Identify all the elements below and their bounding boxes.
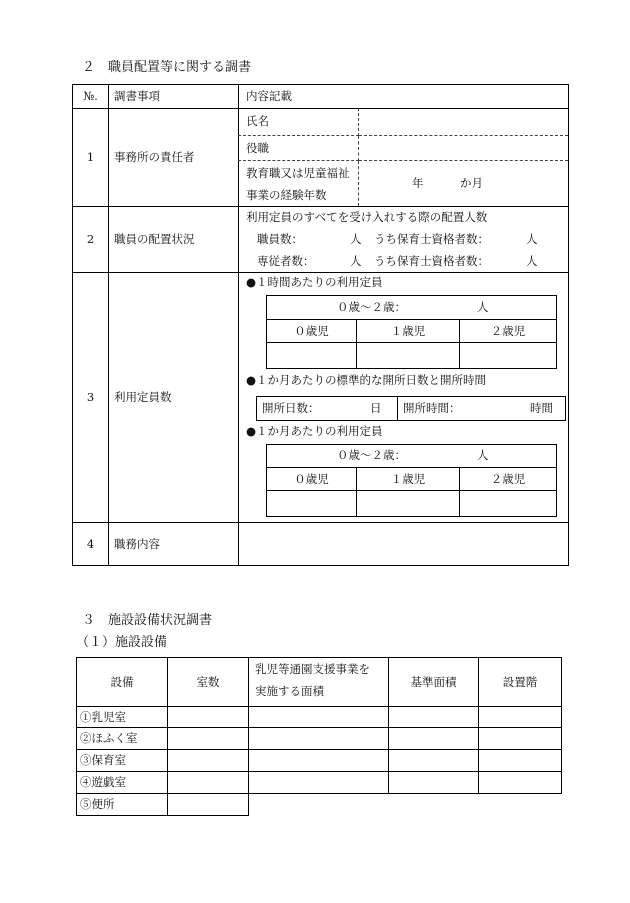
facility-row-label: ⑤便所 bbox=[76, 793, 168, 816]
floor-field[interactable] bbox=[478, 749, 562, 772]
opening-days-unit: 日 bbox=[370, 401, 382, 415]
row4-item: 職務内容 bbox=[108, 522, 239, 566]
staffing-heading: 利用定員のすべてを受け入れする際の配置人数 bbox=[246, 210, 488, 224]
row3-item: 利用定員数 bbox=[108, 272, 239, 523]
monthly-capacity-heading: ●１か月あたりの利用定員 bbox=[246, 424, 383, 438]
rooms-header: 室数 bbox=[167, 657, 249, 707]
opening-hours-label: 開所時間： bbox=[403, 401, 461, 415]
facility-row-label: ②ほふく室 bbox=[76, 727, 168, 750]
floor-header: 設置階 bbox=[478, 657, 562, 707]
hourly-age2-header: ２歳児 bbox=[459, 319, 557, 343]
floor-field[interactable] bbox=[478, 727, 562, 750]
hourly-age0-field[interactable] bbox=[266, 342, 357, 369]
area-header-line1: 乳児等通園支援事業を bbox=[255, 662, 370, 676]
fulltime-count-unit: 人 bbox=[350, 254, 362, 268]
floor-field[interactable] bbox=[478, 706, 562, 728]
manager-experience-label bbox=[238, 161, 359, 206]
opening-days-label: 開所日数： bbox=[262, 401, 320, 415]
hourly-age1-field[interactable] bbox=[356, 342, 460, 369]
row3-no: 3 bbox=[72, 272, 109, 523]
facility-row-label: ④遊戯室 bbox=[76, 771, 168, 794]
hourly-capacity-heading: ●１時間あたりの利用定員 bbox=[246, 275, 383, 289]
opening-hours-cell[interactable] bbox=[397, 396, 566, 421]
header-item: 調書事項 bbox=[108, 84, 239, 109]
row2-no: 2 bbox=[72, 206, 109, 273]
experience-label-line1: 教育職又は児童福祉 bbox=[246, 165, 350, 180]
manager-name-field[interactable] bbox=[359, 108, 568, 136]
manager-position-field[interactable] bbox=[359, 136, 568, 161]
area-header-line2: 実施する面積 bbox=[255, 684, 324, 698]
hourly-total-unit: 人 bbox=[477, 300, 489, 314]
fulltime-count-label: 専従者数： bbox=[257, 254, 315, 268]
hourly-total-cell[interactable] bbox=[266, 295, 557, 320]
manager-position-label: 役職 bbox=[238, 136, 359, 161]
area-field[interactable] bbox=[248, 749, 389, 772]
monthly-age2-header: ２歳児 bbox=[459, 467, 557, 491]
rooms-field[interactable] bbox=[167, 793, 249, 816]
row1-item: 事務所の責任者 bbox=[108, 108, 239, 207]
standard-area-field[interactable] bbox=[388, 706, 479, 728]
facility-row-label: ①乳児室 bbox=[76, 706, 168, 728]
monthly-total-label: ０歳～２歳： bbox=[337, 448, 406, 462]
area-header bbox=[248, 657, 389, 707]
header-content: 内容記載 bbox=[238, 84, 569, 109]
monthly-age1-header: １歳児 bbox=[356, 467, 460, 491]
fulltime-qualified-unit: 人 bbox=[526, 254, 538, 268]
experience-year-unit: 年 bbox=[412, 176, 424, 190]
section3-title: ３ 施設設備状況調書 bbox=[82, 613, 213, 628]
row4-no: 4 bbox=[72, 522, 109, 566]
standard-area-field[interactable] bbox=[388, 727, 479, 750]
opening-days-cell[interactable] bbox=[256, 396, 398, 421]
monthly-age0-header: ０歳児 bbox=[266, 467, 357, 491]
monthly-age1-field[interactable] bbox=[356, 490, 460, 517]
header-no: №. bbox=[72, 84, 109, 109]
area-field[interactable] bbox=[248, 771, 389, 794]
duties-field[interactable] bbox=[238, 522, 569, 566]
standard-area-header: 基準面積 bbox=[388, 657, 479, 707]
rooms-field[interactable] bbox=[167, 727, 249, 750]
manager-experience-field[interactable] bbox=[359, 161, 568, 206]
row2-item: 職員の配置状況 bbox=[108, 206, 239, 273]
monthly-age0-field[interactable] bbox=[266, 490, 357, 517]
standard-area-field[interactable] bbox=[388, 771, 479, 794]
floor-field[interactable] bbox=[478, 771, 562, 794]
experience-month-unit: か月 bbox=[460, 176, 483, 190]
staff-count-label: 職員数： bbox=[257, 232, 303, 246]
staff-qualified-unit: 人 bbox=[526, 232, 538, 246]
section3-subtitle: （１）施設設備 bbox=[76, 635, 168, 650]
facility-header: 設備 bbox=[76, 657, 168, 707]
rooms-field[interactable] bbox=[167, 749, 249, 772]
experience-label-line2: 事業の経験年数 bbox=[246, 187, 327, 202]
section2-title: ２ 職員配置等に関する調書 bbox=[82, 60, 252, 75]
rooms-field[interactable] bbox=[167, 706, 249, 728]
manager-name-label: 氏名 bbox=[238, 108, 359, 136]
standard-area-field[interactable] bbox=[388, 749, 479, 772]
monthly-age2-field[interactable] bbox=[459, 490, 557, 517]
rooms-field[interactable] bbox=[167, 771, 249, 794]
hourly-age0-header: ０歳児 bbox=[266, 319, 357, 343]
staff-count-unit: 人 bbox=[350, 232, 362, 246]
monthly-total-cell[interactable] bbox=[266, 444, 557, 468]
monthly-total-unit: 人 bbox=[477, 448, 489, 462]
hourly-age2-field[interactable] bbox=[459, 342, 557, 369]
hourly-total-label: ０歳～２歳： bbox=[337, 300, 406, 314]
area-field[interactable] bbox=[248, 727, 389, 750]
opening-heading: ●１か月あたりの標準的な開所日数と開所時間 bbox=[246, 373, 487, 387]
area-field[interactable] bbox=[248, 706, 389, 728]
staff-qualified-label: うち保育士資格者数： bbox=[374, 232, 489, 246]
opening-hours-unit: 時間 bbox=[530, 401, 553, 415]
facility-row-label: ③保育室 bbox=[76, 749, 168, 772]
hourly-age1-header: １歳児 bbox=[356, 319, 460, 343]
fulltime-qualified-label: うち保育士資格者数： bbox=[374, 254, 489, 268]
row1-no: 1 bbox=[72, 108, 109, 207]
